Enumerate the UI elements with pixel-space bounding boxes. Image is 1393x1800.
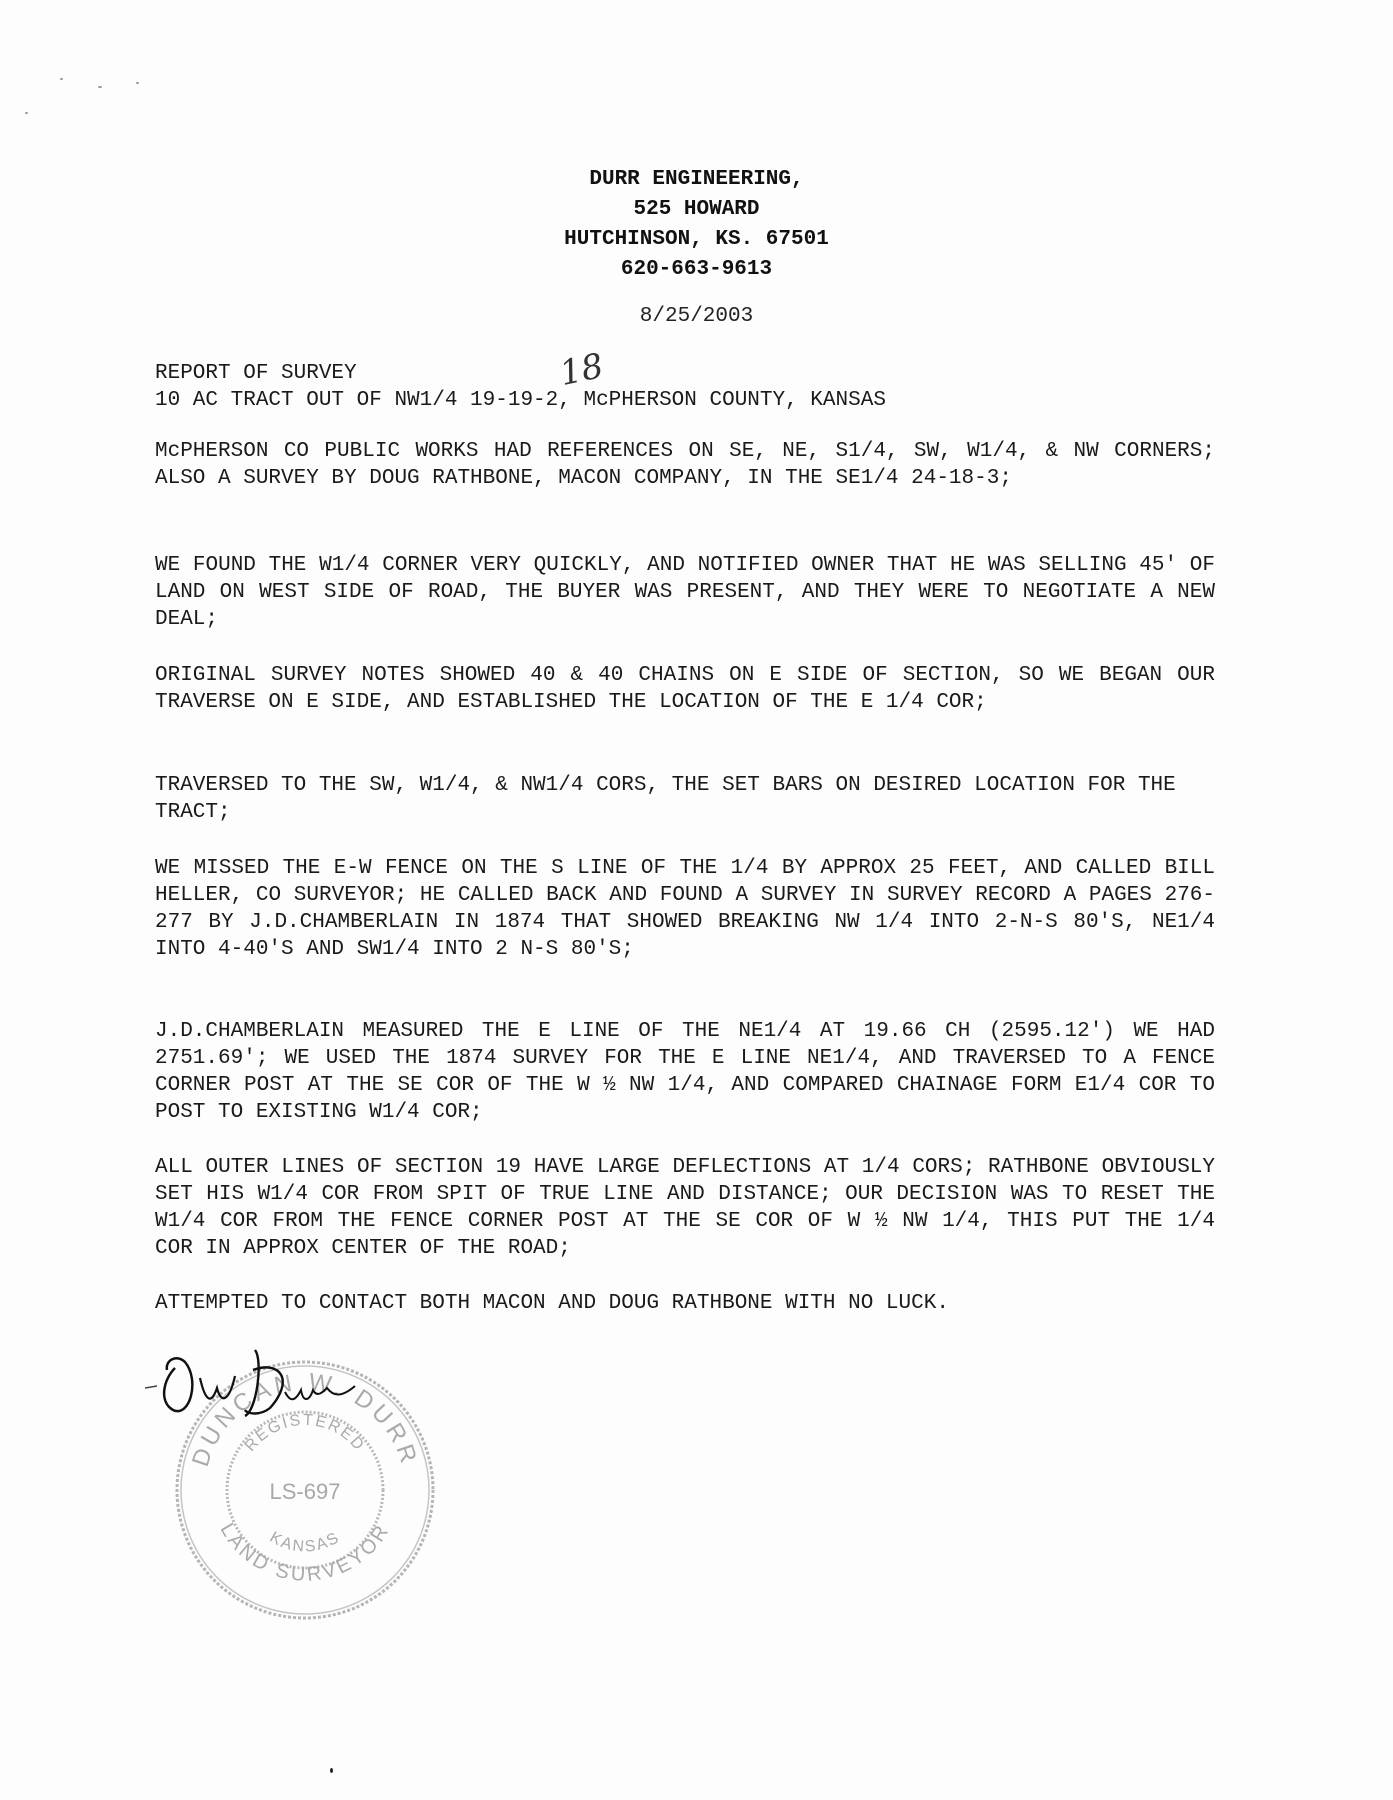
handwritten-correction: 18 xyxy=(556,345,607,395)
signature-dash xyxy=(145,1386,157,1388)
paragraph-7: ALL OUTER LINES OF SECTION 19 HAVE LARGE DEFLECTIONS AT 1/4 CORS; RATHBONE OBVIOUSLY SET HIS W1/4 COR FROM SPIT OF TRUE LINE AND DISTANCE; OUR DECISION WAS TO RESET THE W1/4 COR FROM THE FENCE CORNER POST AT THE SE COR OF W ½ NW 1/4, THIS PUT THE 1/4 COR IN APPROX CENTER OF THE ROAD; xyxy=(155,1156,1215,1260)
scan-speck xyxy=(60,78,63,80)
company-phone: 620-663-9613 xyxy=(620,258,773,281)
paragraph-4: TRAVERSED TO THE SW, W1/4, & NW1/4 CORS, THE SET BARS ON DESIRED LOCATION FOR THE TRACT; xyxy=(155,774,1176,824)
signature-stroke-d xyxy=(164,1358,192,1411)
seal-state-text: KANSAS xyxy=(266,1528,344,1556)
paragraph-1: McPHERSON CO PUBLIC WORKS HAD REFERENCES ON SE, NE, S1/4, SW, W1/4, & NW CORNERS; ALSO A SURVEY BY DOUG RATHBONE, MACON COMPANY, IN THE SE1/4 24-18-3; xyxy=(155,440,1215,490)
letterhead xyxy=(0,165,1393,285)
report-title xyxy=(155,360,1215,414)
signature xyxy=(145,1340,435,1430)
paragraph-8: ATTEMPTED TO CONTACT BOTH MACON AND DOUG RATHBONE WITH NO LUCK. xyxy=(155,1292,949,1315)
report-title-line1: REPORT OF SURVEY xyxy=(155,362,357,385)
paragraph-6: J.D.CHAMBERLAIN MEASURED THE E LINE OF THE NE1/4 AT 19.66 CH (2595.12') WE HAD 2751.69'; WE USED THE 1874 SURVEY FOR THE E LINE NE1/4, AND TRAVERSED TO A FENCE CORNER POST AT THE SE COR OF THE W ½ NW 1/4, AND COMPARED CHAINAGE FORM E1/4 COR TO POST TO EXISTING W1/4 COR; xyxy=(155,1020,1215,1124)
signature-stroke-big-d xyxy=(245,1350,283,1416)
report-date: 8/25/2003 xyxy=(639,305,754,328)
signature-stroke-urr xyxy=(285,1386,355,1399)
seal-top-text: DUNCAN W. DURR xyxy=(186,1368,424,1470)
signature-stroke-w xyxy=(200,1376,235,1399)
paragraph-3: ORIGINAL SURVEY NOTES SHOWED 40 & 40 CHAINS ON E SIDE OF SECTION, SO WE BEGAN OUR TRAVERSE ON E SIDE, AND ESTABLISHED THE LOCATION OF THE E 1/4 COR; xyxy=(155,664,1215,714)
scan-speck xyxy=(98,86,102,88)
company-street: 525 HOWARD xyxy=(633,198,760,221)
seal-registered-text: REGISTERED xyxy=(241,1411,369,1455)
scan-speck xyxy=(25,112,28,114)
scan-speck xyxy=(330,1768,333,1773)
company-city: HUTCHINSON, KS. 67501 xyxy=(564,228,829,251)
seal-bottom-text: LAND SURVEYOR xyxy=(215,1519,395,1586)
paragraph-5: WE MISSED THE E-W FENCE ON THE S LINE OF THE 1/4 BY APPROX 25 FEET, AND CALLED BILL HELLER, CO SURVEYOR; HE CALLED BACK AND FOUND A SURVEY IN SURVEY RECORD A PAGES 276-277 BY J.D.CHAMBERLAIN IN 1874 THAT SHOWED BREAKING NW 1/4 INTO 2-N-S 80'S, NE1/4 INTO 4-40'S AND SW1/4 INTO 2 N-S 80'S; xyxy=(155,857,1215,961)
paragraph-2: WE FOUND THE W1/4 CORNER VERY QUICKLY, AND NOTIFIED OWNER THAT HE WAS SELLING 45' OF LAND ON WEST SIDE OF ROAD, THE BUYER WAS PRESENT, AND THEY WERE TO NEGOTIATE A NEW DEAL; xyxy=(155,554,1215,631)
scan-speck xyxy=(136,82,139,84)
report-title-line2: 10 AC TRACT OUT OF NW1/4 19-19-2, McPHERSON COUNTY, KANSAS xyxy=(155,389,886,412)
company-name: DURR ENGINEERING, xyxy=(589,168,804,191)
seal-license-number: LS-697 xyxy=(269,1479,341,1504)
